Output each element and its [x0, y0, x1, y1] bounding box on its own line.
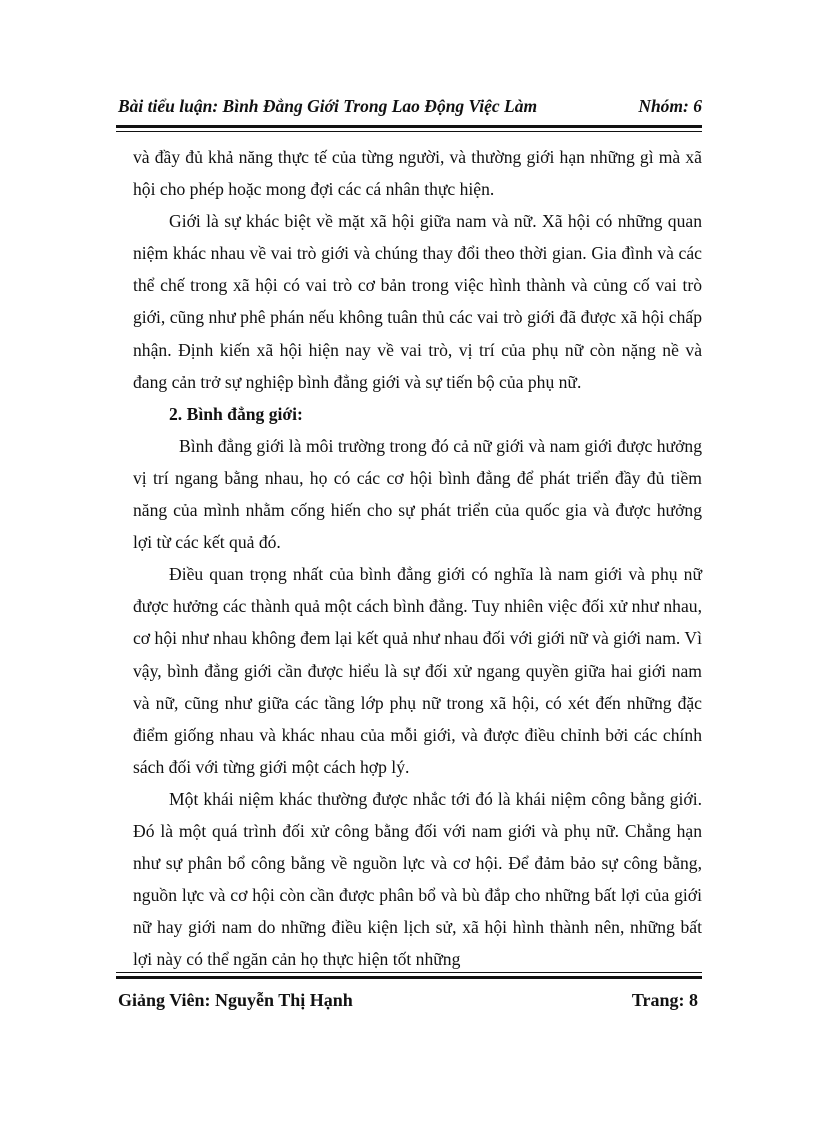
header-rule-thick — [116, 125, 702, 128]
page-number: Trang: 8 — [631, 990, 698, 1010]
group-label: Nhóm: 6 — [638, 96, 702, 116]
body-text — [133, 141, 702, 975]
page-footer — [118, 986, 698, 1014]
paragraph-equality-importance: Điều quan trọng nhất của bình đẳng giới có nghĩa là nam giới và phụ nữ được hưởng các thành quả một cách bình đẳng. Tuy nhiên việc đối xử như nhau, cơ hội như nhau không đem lại kết quả như nhau đối với giới nữ và giới nam. Vì vậy, bình đẳng giới cần được hiểu là sự đối xử ngang quyền giữa hai giới nam và nữ, cũng như giữa các tầng lớp phụ nữ trong xã hội, có xét đến những đặc điểm giống nhau và khác nhau của mỗi giới, và được điều chỉnh bởi các chính sách đối với từng giới một cách hợp lý. — [133, 564, 702, 777]
paragraph-equality-definition: Bình đẳng giới là môi trường trong đó cả nữ giới và nam giới được hưởng vị trí ngang bằng nhau, họ có các cơ hội bình đẳng để phát triển đầy đủ tiềm năng của mình nhằm cống hiến cho sự phát triển của quốc gia và được hưởng lợi từ các kết quả đó. — [133, 435, 702, 553]
page-header — [118, 92, 702, 120]
header-rule-thin — [116, 131, 702, 132]
footer-rule-thick — [116, 976, 702, 979]
footer-rule-thin — [116, 972, 702, 973]
lecturer-name: Giảng Viên: Nguyễn Thị Hạnh — [118, 990, 353, 1010]
paragraph-gender-definition: Giới là sự khác biệt về mặt xã hội giữa nam và nữ. Xã hội có những quan niệm khác nhau về vai trò giới và chúng thay đổi theo thời gian. Gia đình và các thể chế trong xã hội có vai trò cơ bản trong việc hình thành và củng cố vai trò giới, cũng như phê phán nếu không tuân thủ các vai trò giới đã được xã hội chấp nhận. Định kiến xã hội hiện nay về vai trò, vị trí của phụ nữ còn nặng nề và đang cản trở sự nghiệp bình đẳng giới và sự tiến bộ của phụ nữ. — [133, 211, 702, 392]
document-title: Bài tiểu luận: Bình Đẳng Giới Trong Lao Động Việc Làm — [118, 96, 538, 116]
paragraph-gender-equity: Một khái niệm khác thường được nhắc tới đó là khái niệm công bằng giới. Đó là một quá trình đối xử công bằng đối với nam giới và phụ nữ. Chẳng hạn như sự phân bổ công bằng về nguồn lực và cơ hội. Để đảm bảo sự công bằng, nguồn lực và cơ hội còn cần được phân bổ và bù đắp cho những bất lợi của giới nữ hay giới nam do những điều kiện lịch sử, xã hội hình thành nên, những bất lợi này có thể ngăn cản họ thực hiện tốt những — [133, 788, 702, 970]
paragraph-continuation: và đầy đủ khả năng thực tế của từng người, và thường giới hạn những gì mà xã hội cho phép hoặc mong đợi các cá nhân thực hiện. — [133, 147, 702, 200]
section-heading: 2. Bình đẳng giới: — [169, 403, 303, 424]
